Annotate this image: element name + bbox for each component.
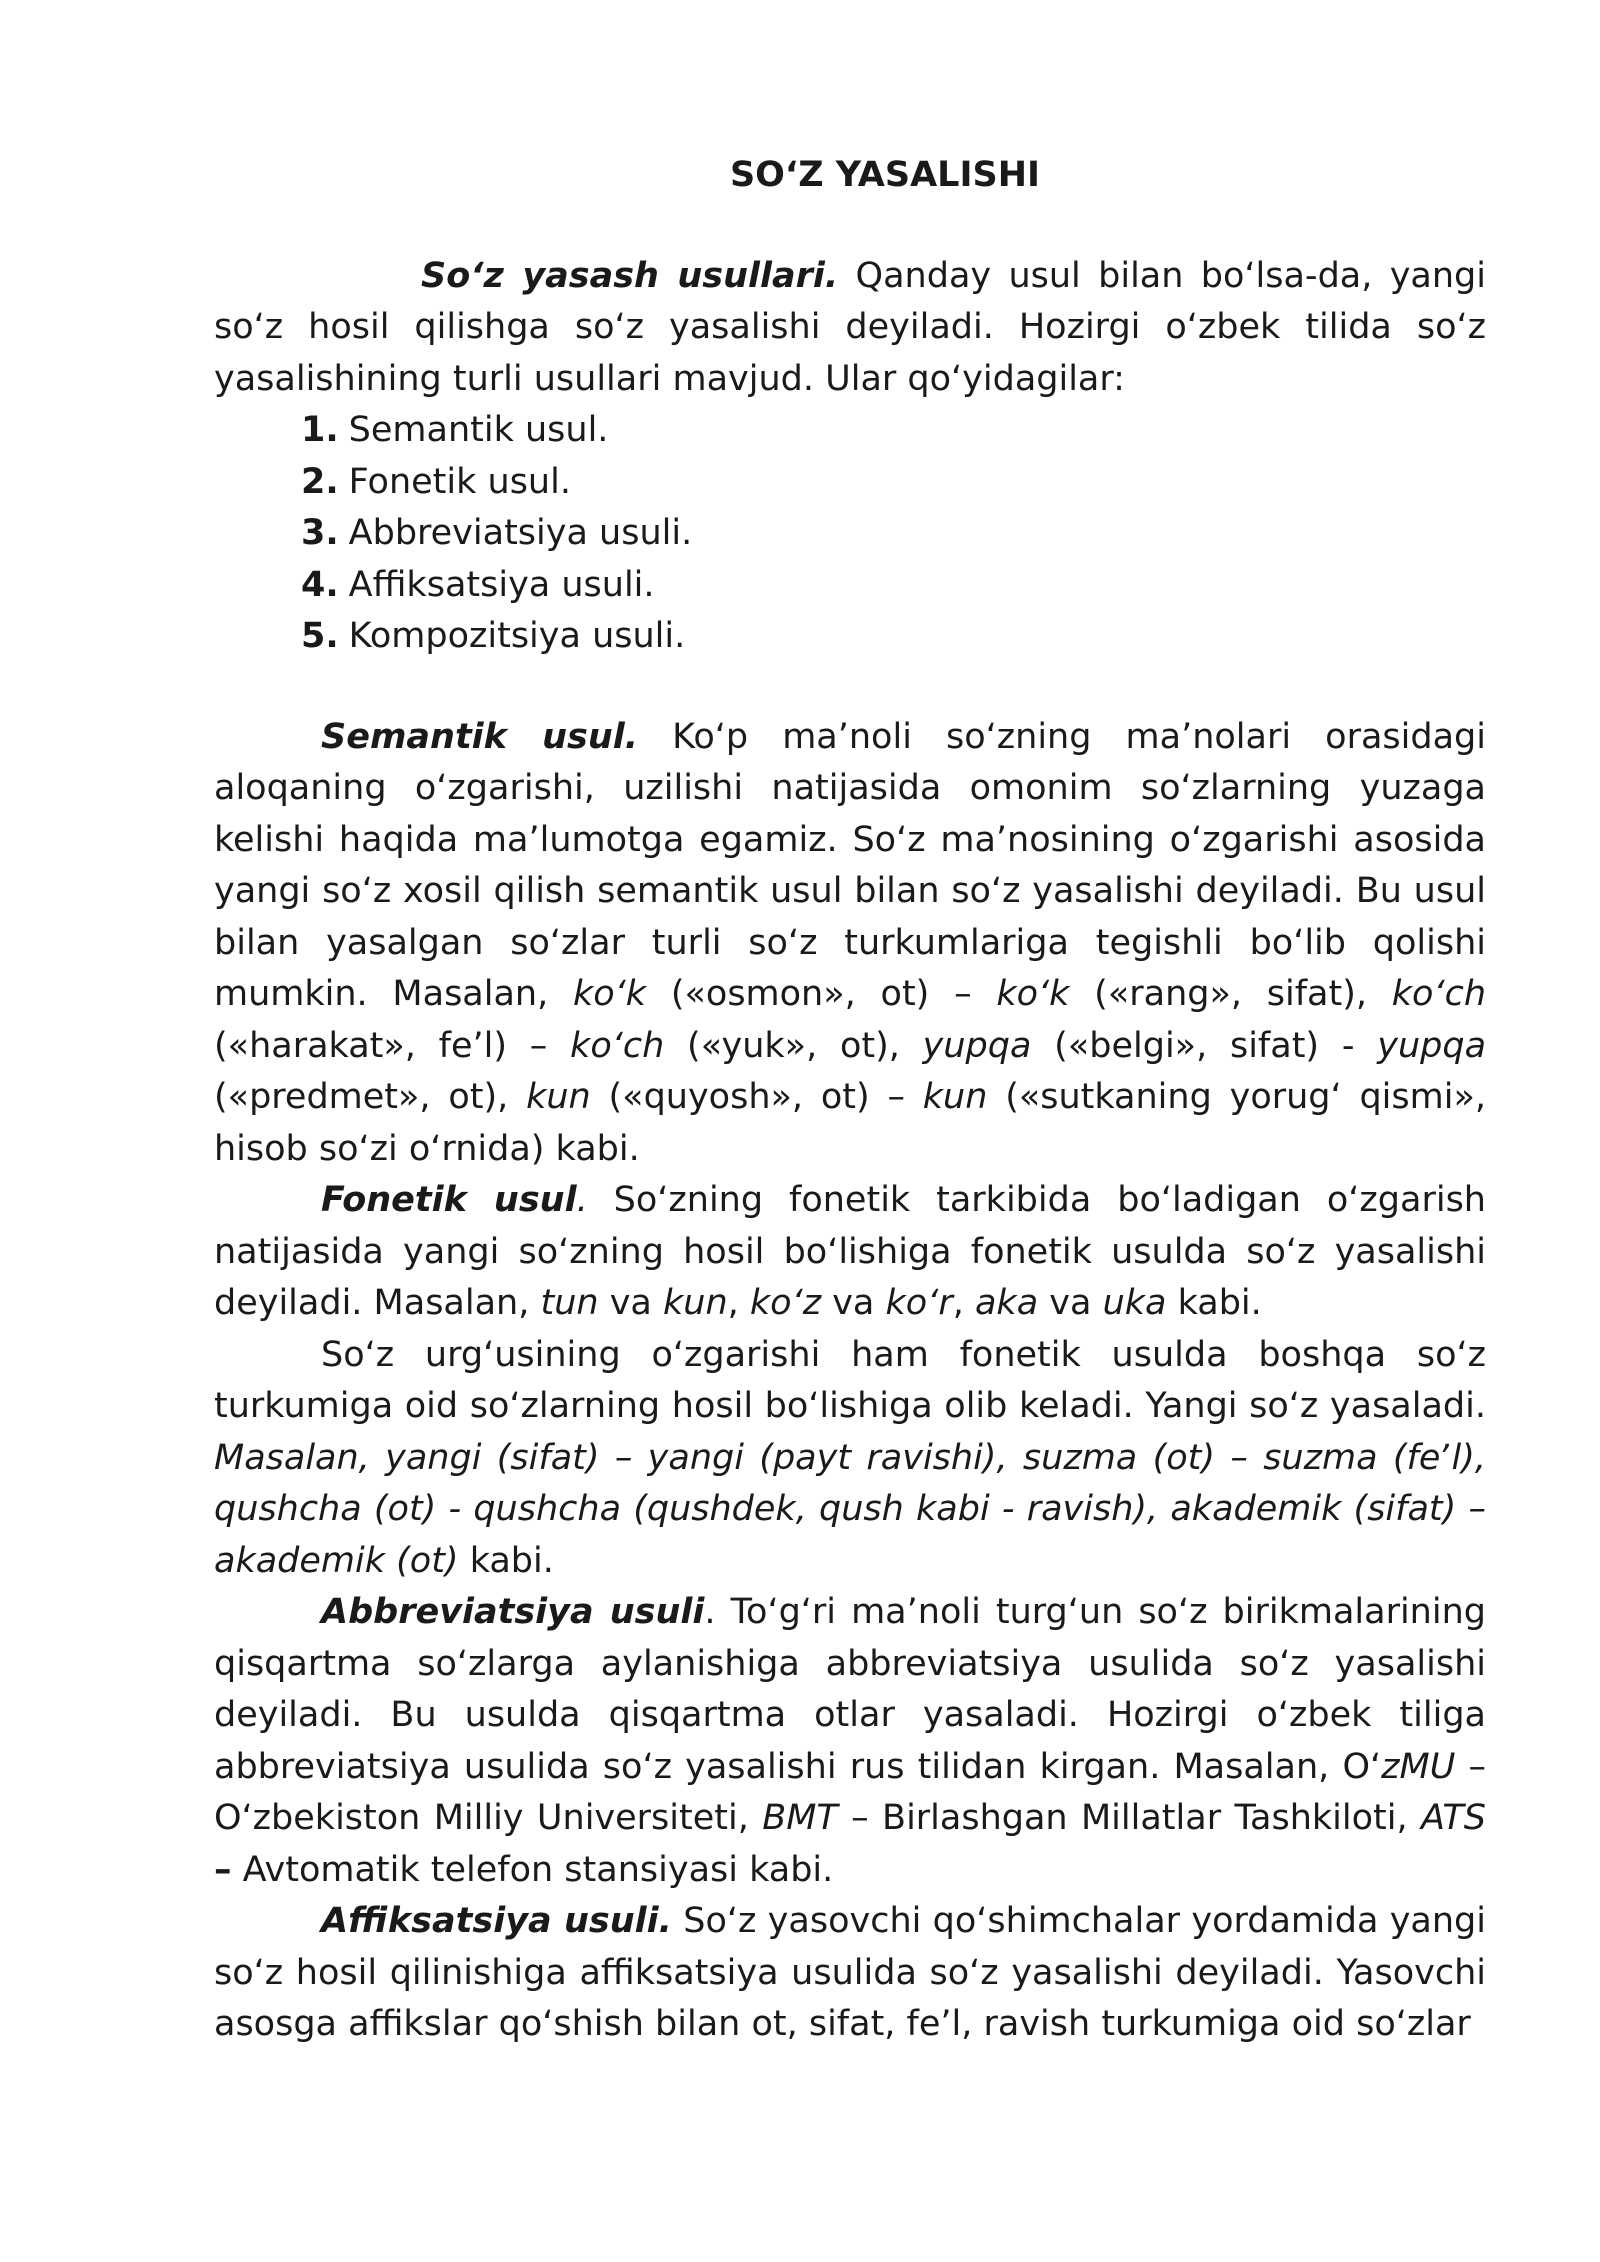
abbreviation-text: – Birlashgan Millatlar Tashkiloti, bbox=[837, 1798, 1421, 1838]
semantic-text: («harakat», feʼl) – bbox=[214, 1025, 571, 1066]
list-item-label: Affiksatsiya usuli. bbox=[348, 564, 655, 605]
semantic-text: («osmon», ot) – bbox=[646, 974, 997, 1014]
list-item-number: 1. bbox=[301, 410, 339, 450]
semantic-text: («rang», sifat), bbox=[1069, 974, 1392, 1014]
semantic-heading: Semantik usul. bbox=[321, 716, 639, 757]
example-word: koʻr bbox=[885, 1283, 953, 1323]
example-word: kun bbox=[526, 1077, 591, 1117]
example-word: kun bbox=[663, 1283, 728, 1323]
example-word: yupqa bbox=[922, 1025, 1032, 1066]
example-word: uka bbox=[1102, 1283, 1167, 1323]
list-item-number: 3. bbox=[301, 513, 339, 553]
example-word: tun bbox=[540, 1283, 599, 1323]
semantic-text: («predmet», ot), bbox=[214, 1077, 527, 1117]
example-word: koʻk bbox=[573, 974, 647, 1014]
list-item bbox=[301, 405, 1486, 457]
phonetic-text: , bbox=[727, 1283, 750, 1323]
semantic-text: («sutkaning yorugʻ qismi», hisob soʻzi oʻrnida) kabi. bbox=[214, 1077, 1486, 1169]
stress-examples: Masalan, yangi (sifat) – yangi (payt ravishi), suzma (ot) – suzma (feʼl), qushcha (ot) - qushcha (qushdek, qush kabi - ravish), akademik (sifat) – akademik (ot) bbox=[214, 1437, 1486, 1581]
list-item-label: Fonetik usul. bbox=[348, 461, 571, 502]
abbreviation-text: – Oʻzbekiston Milliy Universiteti, bbox=[214, 1746, 1486, 1838]
abbreviation-text: Avtomatik telefon stansiyasi kabi. bbox=[231, 1849, 834, 1890]
abbreviation-heading: Abbreviatsiya usuli bbox=[321, 1592, 705, 1632]
list-item-label: Abbreviatsiya usuli. bbox=[348, 513, 693, 553]
example-word: ATS bbox=[1421, 1798, 1486, 1838]
affixation-paragraph bbox=[214, 1896, 1486, 2051]
list-item bbox=[301, 560, 1486, 612]
semantic-text: («quyosh», ot) – bbox=[590, 1077, 923, 1117]
phonetic-text: kabi. bbox=[1166, 1283, 1262, 1323]
methods-list bbox=[214, 405, 1486, 663]
example-word: koʻz bbox=[749, 1283, 822, 1323]
example-word: aka bbox=[974, 1283, 1039, 1323]
phonetic-text: Soʻzning fonetik tarkibida boʻladigan oʻzgarish natijasida yangi soʻzning hosil boʻlishiga fonetik usulda soʻz yasalishi deyiladi. Masalan, bbox=[214, 1180, 1486, 1323]
abbreviation-dash: – bbox=[214, 1849, 232, 1890]
list-item bbox=[301, 611, 1486, 663]
stress-text: Soʻz urgʻusining oʻzgarishi ham fonetik usulda boshqa soʻz turkumiga oid soʻzlarning hosil boʻlishiga olib keladi. Yangi soʻz yasaladi. bbox=[214, 1334, 1486, 1426]
intro-paragraph bbox=[214, 251, 1486, 406]
document-page bbox=[214, 150, 1486, 2051]
page-title: SOʻZ YASALISHI bbox=[729, 155, 1041, 195]
phonetic-text: va bbox=[1038, 1283, 1103, 1323]
list-item bbox=[301, 508, 1486, 560]
affixation-text: Soʻz yasovchi qoʻshimchalar yordamida yangi soʻz hosil qilinishiga affiksatsiya usulida soʻz yasalishi deyiladi. Yasovchi asosga affikslar qoʻshish bilan ot, sifat, feʼl, ravish turkumiga oid soʻzlar bbox=[214, 1901, 1486, 2044]
semantic-paragraph bbox=[214, 712, 1486, 1176]
list-item-number: 2. bbox=[301, 461, 339, 502]
intro-text: Qanday usul bilan boʻlsa-da, yangi soʻz hosil qilishga soʻz yasalishi deyiladi. Hozirgi oʻzbek tilida soʻz yasalishining turli usullari mavjud. Ular qoʻyidagilar: bbox=[214, 255, 1486, 399]
example-word: koʻk bbox=[996, 974, 1070, 1014]
example-word: koʻch bbox=[570, 1025, 665, 1066]
abbreviation-text: . Toʻgʻri maʼnoli turgʻun soʻz birikmalarining qisqartma soʻzlarga aylanishiga abbreviatsiya usulida soʻz yasalishi deyiladi. Bu usulda qisqartma otlar yasaladi. Hozirgi oʻzbek tiliga abbreviatsiya usulida soʻz yasalishi rus tilidan kirgan. Masalan, Oʻ bbox=[214, 1592, 1486, 1787]
abbreviation-paragraph bbox=[214, 1587, 1486, 1896]
list-item-number: 5. bbox=[301, 616, 339, 656]
affixation-heading: Affiksatsiya usuli. bbox=[321, 1901, 672, 1941]
phonetic-text: va bbox=[821, 1283, 886, 1323]
intro-heading: Soʻz yasash usullari. bbox=[421, 255, 839, 296]
example-word: yupqa bbox=[1377, 1025, 1487, 1066]
list-item bbox=[301, 457, 1486, 509]
phonetic-heading-dot: . bbox=[576, 1180, 588, 1220]
semantic-text: Koʻp maʼnoli soʻzning maʼnolari orasidagi aloqaning oʻzgarishi, uzilishi natijasida omonim soʻzlarning yuzaga kelishi haqida maʼlumotga egamiz. Soʻz maʼnosining oʻzgarishi asosida yangi soʻz xosil qilish semantik usul bilan soʻz yasalishi deyiladi. Bu usul bilan yasalgan soʻzlar turli soʻz turkumlariga tegishli boʻlib qolishi mumkin. Masalan, bbox=[214, 716, 1486, 1014]
semantic-text: («belgi», sifat) - bbox=[1031, 1025, 1378, 1066]
example-word: kun bbox=[922, 1077, 988, 1117]
list-item-label: Kompozitsiya usuli. bbox=[348, 616, 686, 656]
phonetic-text: , bbox=[952, 1283, 975, 1323]
stress-paragraph bbox=[214, 1330, 1486, 1588]
phonetic-text: va bbox=[598, 1283, 663, 1323]
list-item-number: 4. bbox=[301, 564, 339, 605]
example-word: zMU bbox=[1381, 1746, 1456, 1787]
example-word: BMT bbox=[762, 1798, 838, 1838]
semantic-text: («yuk», ot), bbox=[664, 1025, 923, 1066]
stress-text: kabi. bbox=[458, 1540, 554, 1581]
example-word: koʻch bbox=[1391, 974, 1486, 1014]
phonetic-paragraph bbox=[214, 1175, 1486, 1330]
phonetic-heading: Fonetik usul bbox=[321, 1180, 577, 1220]
list-item-label: Semantik usul. bbox=[348, 410, 609, 450]
